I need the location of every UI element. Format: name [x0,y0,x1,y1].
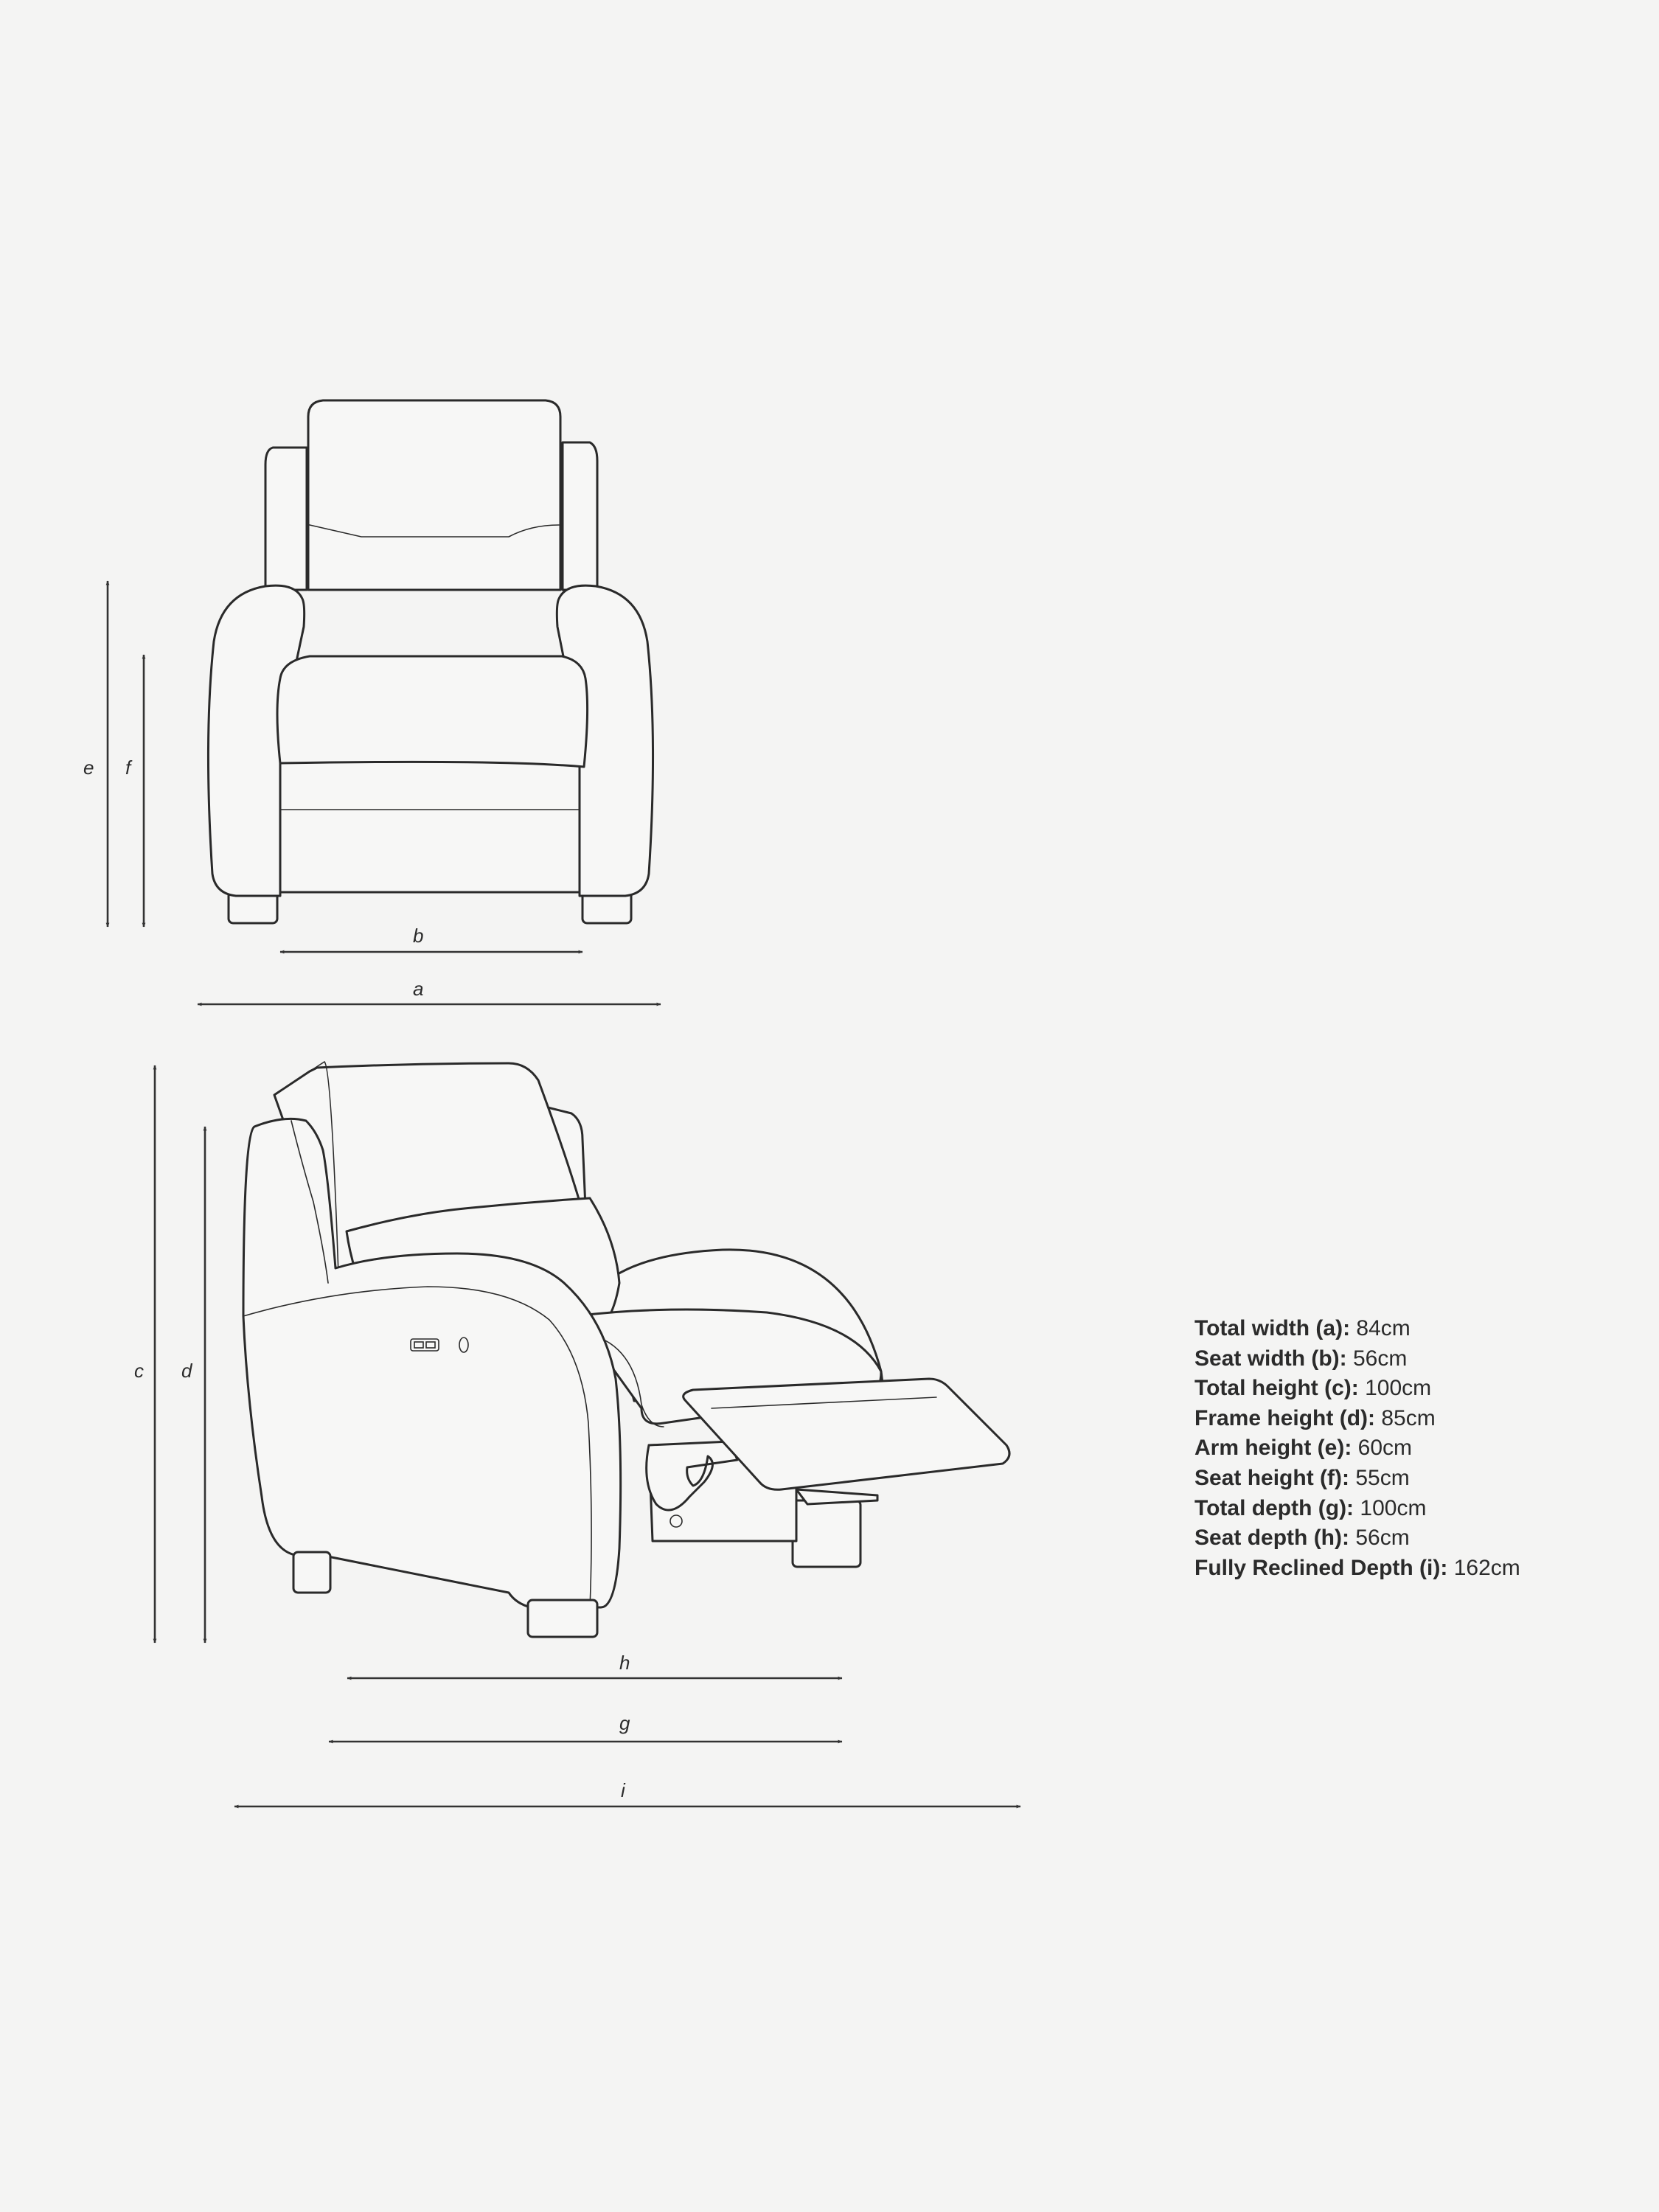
spec-value: 100cm [1365,1376,1432,1401]
leg-back [793,1500,860,1567]
chair-front-view [208,400,653,923]
dimension-h [347,1652,842,1678]
spec-seat-height [1194,1464,1520,1494]
dimension-c [134,1065,155,1643]
spec-label: Total depth (g): [1194,1495,1354,1520]
spec-label: Seat depth (h): [1194,1526,1349,1551]
spec-value: 56cm [1353,1346,1408,1371]
dimension-d [181,1127,205,1643]
spec-value: 84cm [1356,1316,1411,1340]
dimension-specs-list [1194,1314,1520,1583]
label-h: h [619,1652,630,1674]
spec-total-width [1194,1314,1520,1344]
label-e: e [83,757,94,779]
label-b: b [413,925,424,947]
dimension-i [234,1779,1020,1806]
label-i: i [621,1779,625,1801]
dimension-e [83,581,108,927]
spec-reclined-depth [1194,1554,1520,1584]
backrest [308,400,560,590]
label-d: d [181,1360,192,1382]
spec-value: 55cm [1355,1465,1410,1490]
label-a: a [413,978,424,1000]
spec-seat-depth [1194,1523,1520,1554]
spec-label: Total height (c): [1194,1376,1359,1401]
spec-label: Seat width (b): [1194,1346,1347,1371]
label-g: g [619,1712,630,1734]
leg-near-front [528,1600,597,1637]
spec-seat-width [1194,1344,1520,1374]
spec-label: Frame height (d): [1194,1405,1375,1430]
spec-arm-height [1194,1433,1520,1464]
dimension-g [329,1712,842,1742]
dimension-b [280,925,582,952]
spec-total-height [1194,1374,1520,1404]
spec-value: 85cm [1381,1405,1436,1430]
spec-label: Fully Reclined Depth (i): [1194,1555,1448,1580]
spec-value: 162cm [1453,1555,1520,1580]
dimension-a [198,978,661,1004]
spec-value: 56cm [1355,1526,1410,1551]
spec-label: Arm height (e): [1194,1436,1352,1461]
label-c: c [134,1360,144,1382]
spec-label: Total width (a): [1194,1316,1351,1340]
seat-cushion [277,656,588,767]
spec-value: 100cm [1360,1495,1427,1520]
spec-frame-height [1194,1404,1520,1434]
back-wing-right [563,442,597,590]
chair-side-view [243,1062,1009,1637]
seat-front-panel [277,759,582,892]
leg-near-back [293,1552,330,1593]
label-f: f [125,757,131,779]
dimension-f [125,655,144,927]
leg-front-bar [796,1489,877,1504]
spec-value: 60cm [1357,1436,1413,1461]
back-wing-left [265,448,307,590]
spec-total-depth [1194,1494,1520,1524]
spec-label: Seat height (f): [1194,1465,1349,1490]
